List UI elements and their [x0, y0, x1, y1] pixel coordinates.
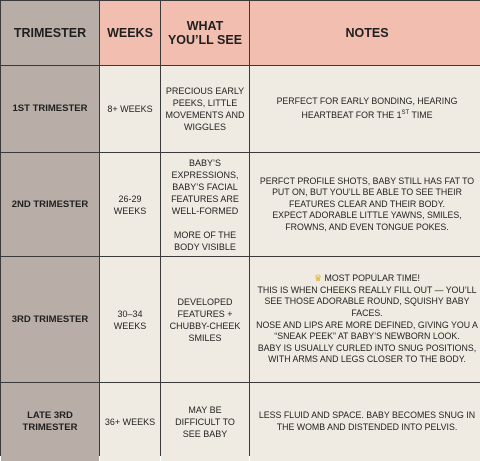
- header-weeks: WEEKS: [100, 1, 160, 65]
- header-what-youll-see: WHAT YOU’LL SEE: [161, 1, 249, 65]
- row-1-see-text: PRECIOUS EARLY PEEKS, LITTLE MOVEMENTS AND WIGGLES: [165, 86, 245, 132]
- row-2-trimester: 2ND TRIMESTER: [1, 153, 99, 256]
- row-4-see-text: MAY BE DIFFICULT TO SEE BABY: [175, 405, 235, 439]
- row-1-see: [161, 66, 249, 152]
- crown-icon: ♛: [313, 273, 323, 284]
- row-4-notes-text: LESS FLUID AND SPACE. BABY BECOMES SNUG IN THE WOMB AND DISTENDED INTO PELVIS.: [258, 410, 476, 432]
- row-1-notes-sup: ST: [401, 110, 410, 117]
- row-4-notes: [250, 383, 480, 461]
- row-2-see-line-1: BABY’S EXPRESSIONS, BABY’S FACIAL FEATURES ARE WELL-FORMED: [171, 157, 239, 216]
- row-2-notes-line-2: EXPECT ADORABLE LITTLE YAWNS, SMILES, FROWNS, AND EVEN TONGUE POKES.: [272, 210, 462, 232]
- row-1-notes-text: [256, 96, 478, 121]
- row-2-notes-line-1: PERFCT PROFILE SHOTS, BABY STILL HAS FAT TO PUT ON, BUT YOU’LL BE ABLE TO SEE THEIR FEATURES CLEAR AND THEIR BODY.: [259, 175, 475, 209]
- row-1-weeks: 8+ WEEKS: [100, 66, 160, 152]
- row-3-notes-line-1-text: MOST POPULAR TIME!: [324, 273, 420, 284]
- row-2-notes: [250, 153, 480, 256]
- row-1-notes: [250, 66, 480, 152]
- row-3-weeks: 30–34 WEEKS: [100, 257, 160, 382]
- row-3-notes-line-4: BABY IS USUALLY CURLED INTO SNUG POSITIONS, WITH ARMS AND LEGS CLOSER TO THE BODY.: [257, 342, 477, 365]
- header-notes: NOTES: [250, 1, 480, 65]
- row-4-see: [161, 383, 249, 461]
- row-3-notes-line-2: THIS IS WHEN CHEEKS REALLY FILL OUT — YOU’LL SEE THOSE ADORABLE ROUND, SQUISHY BABY FACES.: [257, 284, 477, 318]
- row-2-see-line-2: MORE OF THE BODY VISIBLE: [173, 229, 237, 252]
- row-3-notes: [250, 257, 480, 382]
- row-3-see: [161, 257, 249, 382]
- row-4-weeks: 36+ WEEKS: [100, 383, 160, 461]
- row-3-notes-line-3: NOSE AND LIPS ARE MORE DEFINED, GIVING YOU A “SNEAK PEEK” AT BABY’S NEWBORN LOOK.: [256, 319, 478, 342]
- row-2-see: [161, 153, 249, 256]
- row-2-weeks: 26-29 WEEKS: [100, 153, 160, 256]
- row-3-notes-line-1: [256, 273, 478, 285]
- row-1-notes-line: PERFECT FOR EARLY BONDING, HEARING HEARTBEAT FOR THE 1: [276, 96, 458, 120]
- row-3-trimester: 3RD TRIMESTER: [1, 257, 99, 382]
- row-4-trimester: LATE 3RD TRIMESTER: [1, 383, 99, 461]
- row-1-notes-after: TIME: [409, 109, 433, 120]
- row-1-trimester: 1ST TRIMESTER: [1, 66, 99, 152]
- row-3-see-text: DEVELOPED FEATURES + CHUBBY-CHEEK SMILES: [169, 296, 241, 343]
- header-trimester: TRIMESTER: [1, 1, 99, 65]
